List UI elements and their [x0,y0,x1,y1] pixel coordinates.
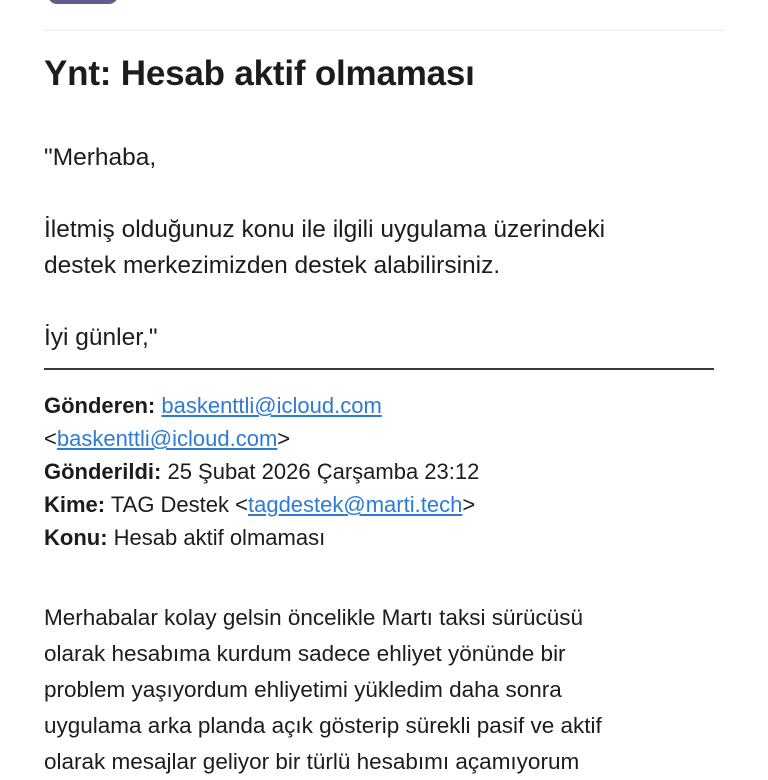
sent-value: 25 Şubat 2026 Çarşamba 23:12 [167,459,480,484]
from-label: Gönderen: [44,393,156,418]
email-subject: Ynt: Hesab aktif olmaması [44,54,475,93]
original-body-line-1: Merhabalar kolay gelsin öncelikle Martı taksi sürücüsü [44,605,583,630]
from-email-link[interactable]: baskenttli@icloud.com [161,393,382,418]
from-email-bracket-line [44,424,290,454]
reply-greeting: "Merhaba, [44,144,157,171]
original-body-line-5: olarak mesajlar geliyor bir türlü hesabımı açamıyorum [44,749,580,774]
to-email-link[interactable]: tagdestek@marti.tech [247,492,463,517]
sent-label: Gönderildi: [44,459,162,484]
to-label: Kime: [44,492,106,517]
original-body-line-3: problem yaşıyordum ehliyetimi yükledim daha sonra [44,677,562,702]
original-body-line-4: uygulama arka planda açık gösterip sürekli pasif ve aktif [44,713,602,738]
quoted-message-divider [44,368,714,370]
reply-body-line-2: destek merkezimizden destek alabilirsiniz. [44,252,501,279]
top-divider [44,30,724,31]
from-close-bracket: > [277,426,291,451]
subject-label: Konu: [44,525,108,550]
original-body-line-2: olarak hesabıma kurdum sadece ehliyet yönünde bir [44,641,566,666]
sent-header [44,457,479,487]
subject-header [44,523,325,553]
top-toolbar-chip[interactable] [48,0,118,4]
from-open-bracket: < [44,426,57,451]
to-header [44,490,475,520]
to-name: TAG Destek < [110,492,248,517]
to-close-bracket: > [462,492,476,517]
from-header [44,391,382,421]
reply-body-line-1: İletmiş olduğunuz konu ile ilgili uygulama üzerindeki [44,216,606,243]
from-email-bracket-link[interactable]: baskenttli@icloud.com [56,426,278,451]
reply-sign-off: İyi günler," [44,324,158,351]
subject-value: Hesab aktif olmaması [113,525,326,550]
